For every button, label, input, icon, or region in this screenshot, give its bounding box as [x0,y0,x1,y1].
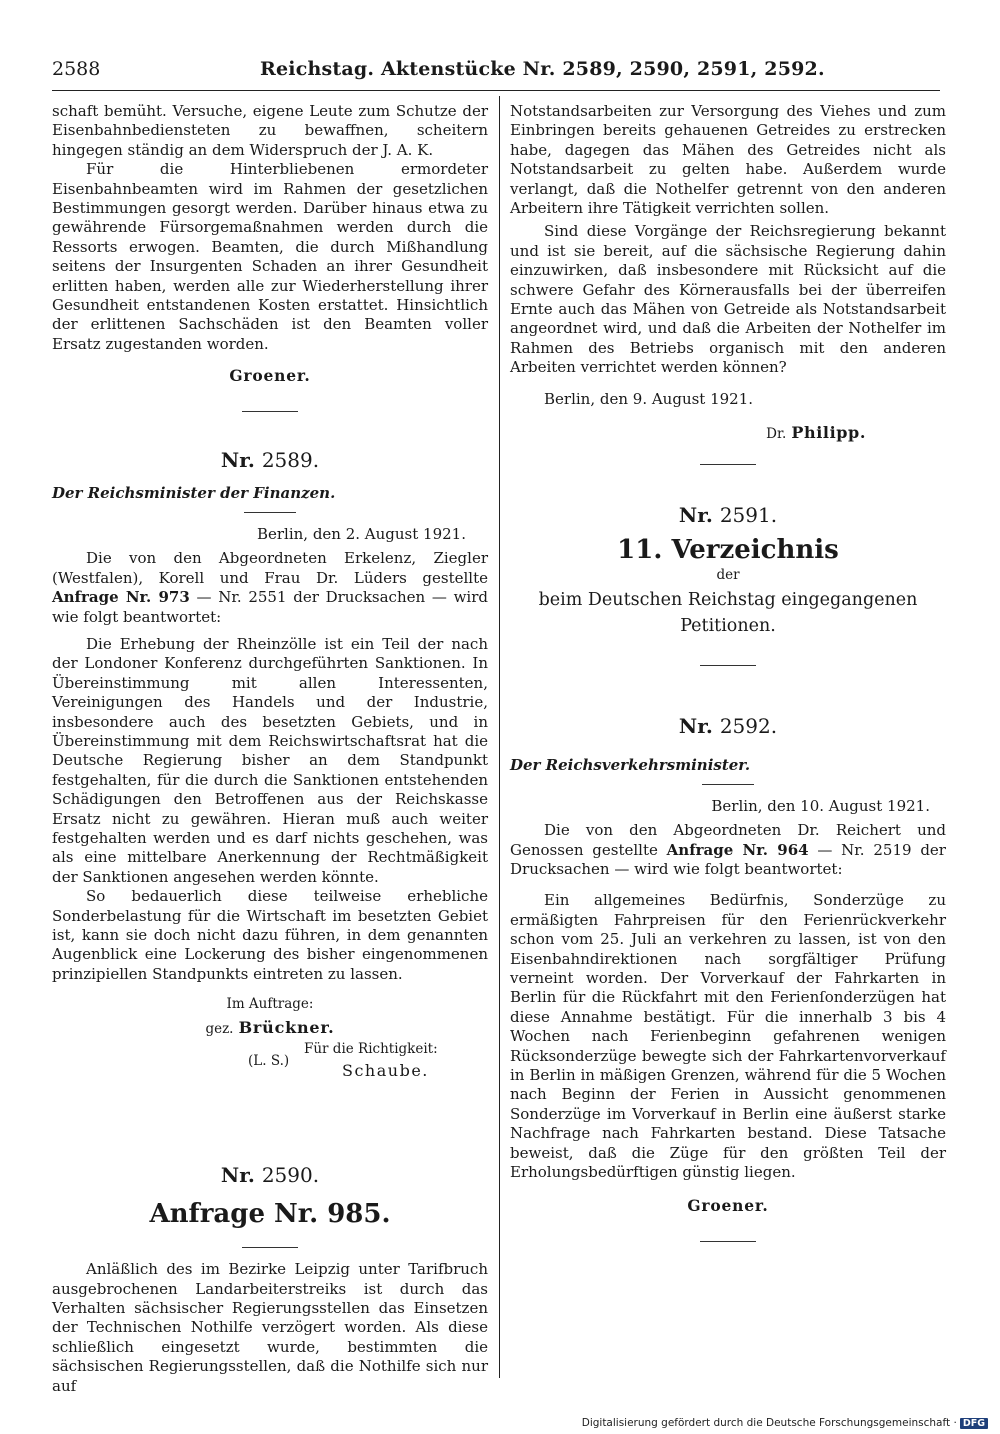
page-header [52,58,940,86]
nr-value: 2590. [261,1163,320,1188]
anfrage-985-question: Sind diese Vorgänge der Reichsregierung bekannt und ist sie bereit, auf die sächsische Regierung dahin einzuwirken, daß insbesondere mit Rücksicht auf die schwere Gefahr des Körnerausfalls bei der überreifen Ernte auch das Mähen von Getreide als Notstandsarbeit angeordnet wird, und daß die Arbeiten der Nothelfer im Rahmen des Betriebs organisch mit den anderen Arbeiten verrichtet werden können? [510,222,946,377]
document-number-2592 [510,714,946,738]
document-number-2589 [52,448,488,472]
nr-value: 2591. [719,503,778,528]
anfrage-text-after: — Nr. 2519 der Drucksachen — wird wie folgt beantwortet: [510,840,946,878]
page-number: 2588 [52,58,101,80]
left-column [52,102,488,1396]
seal-mark: (L. S.) [248,1053,290,1070]
anfrage-text: Die von den Abgeordneten Erkelenz, Ziegler (Westfalen), Korell und Frau Dr. Lüders gestellte [52,549,488,587]
separator [242,411,298,412]
date-line: Berlin, den 10. August 1921. [711,797,930,816]
nr-prefix: Nr. [220,1163,255,1188]
anfrage-intro [52,549,488,627]
digitization-credit: Digitalisierung gefördert durch die Deutsche Forschungsgemeinschaft · DFG [582,1417,988,1429]
signature-block-philipp [510,423,946,442]
header-rule [52,90,940,91]
answer-paragraph-2: So bedauerlich diese teilweise erhebliche Sonderbelastung für die Wirtschaft im besetzten Gebiet ist, kann sie doch nicht dazu führen, in dem genannten Augenblick eine Lockerung des bisher eingenommenen prinzipiellen Standpunkts eintreten zu lassen. [52,887,488,983]
signature-groener: Groener. [687,1196,769,1216]
date-line: Berlin, den 2. August 1921. [256,525,466,544]
richtigkeit-label: Für die Richtigkeit: [304,1041,438,1058]
anfrage-985-continued: Notstandsarbeiten zur Versorgung des Viehes und zum Einbringen bereits gehauenen Getreides zu erstrecken habe, dagegen das Mähen des Getreides nicht als Notstandsarbeit zu gelten habe. Außerdem wurde verlangt, daß die Nothelfer getrennt von den anderen Arbeitern ihre Tätigkeit verrichten sollen. [510,102,946,218]
separator [700,1241,756,1242]
gez-label: gez. [205,1021,234,1038]
anfrage-intro [510,821,946,879]
signature-schaube: Schaube. [342,1061,429,1081]
gez-line [52,1018,488,1037]
verzeichnis-subtitle-1: beim Deutschen Reichstag eingegangenen [538,590,918,611]
intro-paragraph-1: schaft bemüht. Versuche, eigene Leute zum Schutze der Eisenbahnbediensteten zu bewaffnen, scheitern hingegen ständig an dem Widerspruch der J. A. K. [52,102,488,159]
credit-text: Digitalisierung gefördert durch die Deutsche Forschungsgemeinschaft [581,1417,951,1429]
anfrage-text-after: — Nr. 2551 der Drucksachen — wird wie folgt beantwortet: [52,588,488,626]
title-dr: Dr. [766,426,787,443]
answer-paragraph: Ein allgemeines Bedürfnis, Sonderzüge zu ermäßigten Fahrpreisen für den Ferienrückverkehr schon vom 25. Juli an verkehren zu lassen, ist von den Eisenbahndirektionen nach sorgfältiger Prüfung verneint worden. Der Vorverkauf der Fahrkarten in Berlin für die Rückfahrt mit den Ferienſonderzügen hat diese Annahme bestätigt. Für die innerhalb 3 bis 4 Wochen nach Ferienbeginn gefahrenen wenigen Rücksonderzüge bewegte sich der Fahrkartenvorverkauf in Berlin in mäßigen Grenzen, während für die 5 Wochen nach Beginn der Ferien in Aussicht genommenen Sonderzüge im Vorverkauf in Berlin eine äußerst starke Nachfrage nach Fahrkarten bestand. Diese Tatsache beweist, daß die Züge für den größten Teil der Erholungsbedürftigen günstig liegen. [510,891,946,1181]
nr-prefix: Nr. [678,503,713,528]
verzeichnis-der: der [716,567,740,584]
signature-groener: Groener. [229,366,311,386]
document-number-2590 [52,1163,488,1187]
dfg-logo: DFG [960,1418,988,1429]
anfrage-number: Anfrage Nr. 973 [52,588,190,607]
signature-philipp: Philipp. [791,423,866,443]
answer-paragraph-1: Die Erhebung der Rheinzölle ist ein Teil der nach der Londoner Konferenz durchgeführten Sanktionen. In Übereinstimmung mit allen Interessenten, Vereinigungen des Handels und der Industrie, insbesondere auch des besetzten Gebiets, und in Übereinstimmung mit dem Reichswirtschaftsrat hat die Deutsche Regierung bisher an dem Standpunkt festgehalten, für die durch die Sanktionen entstehenden Schädigungen den Betroffenen aus der Reichskasse Ersatz nicht zu gewähren. Hieran muß auch weiter festgehalten werden und es darf nichts geschehen, was als eine mittelbare Anerkennung der Rechtmäßigkeit der Sanktionen angesehen werden könnte. [52,634,488,886]
ministry-verkehr: Der Reichsverkehrsminister. [510,756,751,775]
anfrage-985-text: Anläßlich des im Bezirke Leipzig unter Tarifbruch ausgebrochenen Landarbeiterstreiks ist durch das Verhalten sächsischer Regierungsstellen das Einsetzen der Technischen Nothilfe verzögert worden. Als diese schließlich eingesetzt wurde, bestimmten die sächsischen Regierungsstellen, daß die Nothilfe sich nur auf [52,1260,488,1395]
intro-paragraph-2: Für die Hinterbliebenen ermordeter Eisenbahnbeamten wird im Rahmen der gesetzlichen Bestimmungen gesorgt werden. Darüber hinaus etwa zu gewährende Fürsorgemaßnahmen werden durch die Ressorts erwogen. Beamten, die durch Mißhandlung seitens der Insurgenten Schaden an ihrer Gesundheit erlitten haben, werden alle zur Wiederherstellung ihrer Gesundheit entstandenen Kosten erstattet. Hinsichtlich der erlittenen Sachschäden ist den Beamten voller Ersatz zugestanden worden. [52,160,488,353]
certification-block [52,1041,488,1081]
nr-value: 2589. [261,448,320,473]
anfrage-985-title: Anfrage Nr. 985. [149,1199,391,1230]
right-column [510,102,946,1242]
nr-value: 2592. [719,714,778,739]
verzeichnis-title: 11. Verzeichnis [617,535,839,566]
nr-prefix: Nr. [678,714,713,739]
running-title: Reichstag. Aktenstücke Nr. 2589, 2590, 2591, 2592. [260,58,825,80]
anfrage-text: Die von den Abgeordneten Dr. Reichert und Genossen gestellte [510,821,946,859]
separator [700,665,756,666]
separator [702,784,754,785]
signature-brueckner: Brückner. [238,1018,335,1038]
verzeichnis-subtitle-2: Petitionen. [680,616,776,637]
document-number-2591 [510,503,946,527]
ministry-finanzen: Der Reichsminister der Finanzen. [52,484,336,503]
im-auftrage: Im Auftrage: [226,996,314,1013]
date-line: Berlin, den 9. August 1921. [544,389,754,408]
column-divider [499,96,500,1378]
separator [242,1247,298,1248]
anfrage-number: Anfrage Nr. 964 [666,840,809,859]
separator [244,512,296,513]
nr-prefix: Nr. [220,448,255,473]
separator [700,464,756,465]
